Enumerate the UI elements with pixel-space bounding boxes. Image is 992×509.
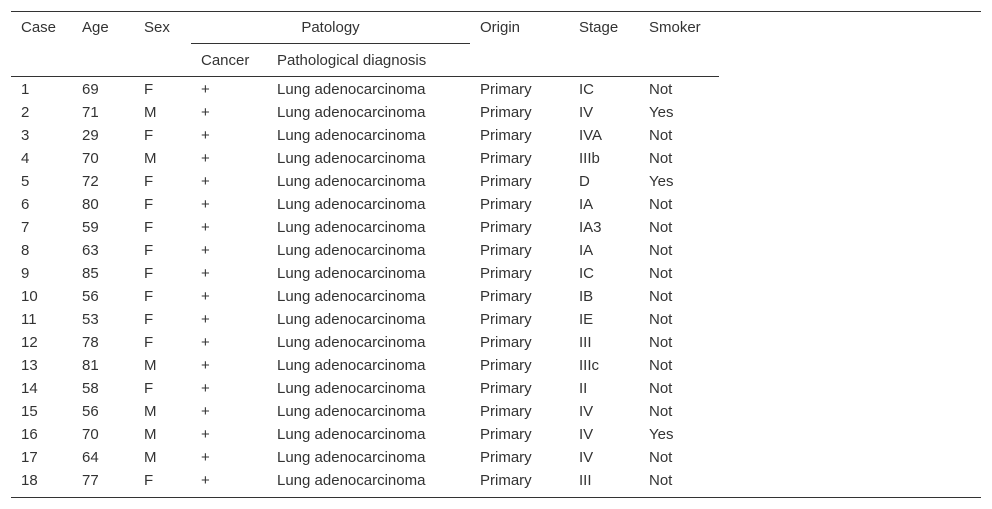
cell-cancer: + [201,426,210,443]
header-stage: Stage [569,12,639,77]
cell-age: 58 [82,380,99,397]
cell-case: 1 [21,81,30,98]
cell-case: 8 [21,242,30,259]
cell-smoker: Not [649,403,673,420]
table-header [11,12,719,77]
table-row [11,308,719,331]
table-row [11,101,719,124]
cell-origin: Primary [480,242,532,259]
cell-cancer: + [201,380,210,397]
cell-age: 80 [82,196,99,213]
cell-smoker: Not [649,311,673,328]
cell-case: 16 [21,426,38,443]
table-row [11,170,719,193]
cell-sex: F [144,288,154,305]
cell-origin: Primary [480,311,532,328]
table-row [11,469,719,492]
table-row [11,446,719,469]
cell-origin: Primary [480,472,532,489]
cell-diagnosis: Lung adenocarcinoma [277,311,426,328]
cell-smoker: Yes [649,173,674,190]
cell-case: 10 [21,288,38,305]
cell-origin: Primary [480,380,532,397]
cell-smoker: Not [649,357,673,374]
cell-stage: IIIb [579,150,600,167]
cell-diagnosis: Lung adenocarcinoma [277,81,426,98]
cell-origin: Primary [480,449,532,466]
cell-diagnosis: Lung adenocarcinoma [277,334,426,351]
cell-sex: F [144,472,154,489]
cell-origin: Primary [480,81,532,98]
cell-diagnosis: Lung adenocarcinoma [277,403,426,420]
cell-stage: IVA [579,127,603,144]
table-row [11,331,719,354]
cell-smoker: Not [649,150,673,167]
cell-diagnosis: Lung adenocarcinoma [277,426,426,443]
cell-diagnosis: Lung adenocarcinoma [277,242,426,259]
cell-cancer: + [201,334,210,351]
cell-cancer: + [201,81,210,98]
cell-cancer: + [201,127,210,144]
cell-sex: F [144,242,154,259]
cell-stage: II [579,380,588,397]
cell-diagnosis: Lung adenocarcinoma [277,357,426,374]
cell-case: 4 [21,150,30,167]
cell-stage: IIIc [579,357,600,374]
table-row [11,400,719,423]
cell-cancer: + [201,265,210,282]
cell-smoker: Yes [649,104,674,121]
cell-sex: F [144,311,154,328]
cell-stage: D [579,173,590,190]
cell-diagnosis: Lung adenocarcinoma [277,449,426,466]
cell-smoker: Not [649,81,673,98]
cell-case: 5 [21,173,30,190]
cell-sex: M [144,357,157,374]
cell-smoker: Not [649,449,673,466]
cell-stage: IV [579,426,594,443]
cell-age: 70 [82,426,99,443]
cell-age: 70 [82,150,99,167]
cell-origin: Primary [480,219,532,236]
table-row [11,147,719,170]
cell-stage: III [579,472,592,489]
cell-diagnosis: Lung adenocarcinoma [277,104,426,121]
cell-smoker: Yes [649,426,674,443]
cell-stage: IA3 [579,219,602,236]
cell-smoker: Not [649,242,673,259]
cell-origin: Primary [480,334,532,351]
cell-case: 14 [21,380,38,397]
cell-age: 63 [82,242,99,259]
cell-cancer: + [201,242,210,259]
cell-sex: F [144,173,154,190]
cell-sex: M [144,449,157,466]
cell-sex: F [144,196,154,213]
cell-origin: Primary [480,173,532,190]
table-bottom-spacer [11,492,981,497]
cell-case: 9 [21,265,30,282]
cell-diagnosis: Lung adenocarcinoma [277,127,426,144]
cell-smoker: Not [649,334,673,351]
cell-sex: F [144,219,154,236]
cell-stage: IE [579,311,594,328]
patient-table [11,12,719,492]
cell-age: 69 [82,81,99,98]
cell-smoker: Not [649,265,673,282]
cell-stage: IV [579,104,594,121]
cell-sex: M [144,403,157,420]
cell-smoker: Not [649,127,673,144]
cell-stage: IA [579,242,594,259]
cell-stage: IB [579,288,594,305]
cell-sex: M [144,104,157,121]
cell-age: 71 [82,104,99,121]
cell-origin: Primary [480,265,532,282]
cell-case: 13 [21,357,38,374]
cell-cancer: + [201,288,210,305]
table-row [11,216,719,239]
table-row [11,377,719,400]
cell-cancer: + [201,150,210,167]
cell-case: 7 [21,219,30,236]
cell-origin: Primary [480,288,532,305]
cell-origin: Primary [480,150,532,167]
table-row [11,124,719,147]
cell-case: 2 [21,104,30,121]
cell-stage: III [579,334,592,351]
cell-age: 64 [82,449,99,466]
cell-stage: IA [579,196,594,213]
cell-age: 29 [82,127,99,144]
cell-cancer: + [201,449,210,466]
cell-cancer: + [201,196,210,213]
cell-origin: Primary [480,403,532,420]
cell-smoker: Not [649,472,673,489]
cell-case: 3 [21,127,30,144]
cell-age: 77 [82,472,99,489]
cell-smoker: Not [649,380,673,397]
cell-stage: IV [579,403,594,420]
cell-case: 18 [21,472,38,489]
cell-case: 11 [21,311,37,328]
header-origin: Origin [470,12,569,77]
cell-diagnosis: Lung adenocarcinoma [277,173,426,190]
table-row [11,239,719,262]
table-row [11,285,719,308]
cell-diagnosis: Lung adenocarcinoma [277,150,426,167]
header-case: Case [11,12,72,77]
cell-stage: IC [579,265,594,282]
cell-diagnosis: Lung adenocarcinoma [277,472,426,489]
header-patology: Patology [191,12,470,44]
cell-cancer: + [201,311,210,328]
table-row [11,423,719,446]
cell-sex: F [144,127,154,144]
cell-age: 81 [82,357,99,374]
header-diagnosis: Pathological diagnosis [267,44,470,77]
cell-diagnosis: Lung adenocarcinoma [277,380,426,397]
cell-cancer: + [201,219,210,236]
header-age: Age [72,12,134,77]
cell-diagnosis: Lung adenocarcinoma [277,196,426,213]
cell-age: 72 [82,173,99,190]
cell-smoker: Not [649,219,673,236]
table-row [11,77,719,102]
cell-smoker: Not [649,196,673,213]
cell-sex: F [144,81,154,98]
cell-sex: F [144,334,154,351]
cell-sex: M [144,426,157,443]
cell-case: 15 [21,403,38,420]
header-row-top [11,12,719,44]
table-row [11,354,719,377]
cell-age: 56 [82,288,99,305]
table-row [11,193,719,216]
cell-age: 78 [82,334,99,351]
cell-origin: Primary [480,357,532,374]
table-row [11,262,719,285]
cell-cancer: + [201,357,210,374]
cell-cancer: + [201,104,210,121]
cell-age: 53 [82,311,99,328]
cell-case: 17 [21,449,38,466]
cell-cancer: + [201,472,210,489]
cell-origin: Primary [480,104,532,121]
cell-diagnosis: Lung adenocarcinoma [277,265,426,282]
cell-case: 6 [21,196,30,213]
cell-stage: IV [579,449,594,466]
cell-diagnosis: Lung adenocarcinoma [277,288,426,305]
cell-cancer: + [201,403,210,420]
patient-table-container [11,11,981,498]
cell-origin: Primary [480,196,532,213]
cell-origin: Primary [480,426,532,443]
header-smoker: Smoker [639,12,719,77]
table-body [11,77,719,493]
cell-diagnosis: Lung adenocarcinoma [277,219,426,236]
cell-stage: IC [579,81,594,98]
cell-origin: Primary [480,127,532,144]
cell-sex: F [144,380,154,397]
cell-age: 56 [82,403,99,420]
cell-case: 12 [21,334,38,351]
cell-sex: F [144,265,154,282]
cell-age: 59 [82,219,99,236]
header-cancer: Cancer [191,44,267,77]
cell-age: 85 [82,265,99,282]
header-sex: Sex [134,12,191,77]
cell-sex: M [144,150,157,167]
cell-smoker: Not [649,288,673,305]
cell-cancer: + [201,173,210,190]
